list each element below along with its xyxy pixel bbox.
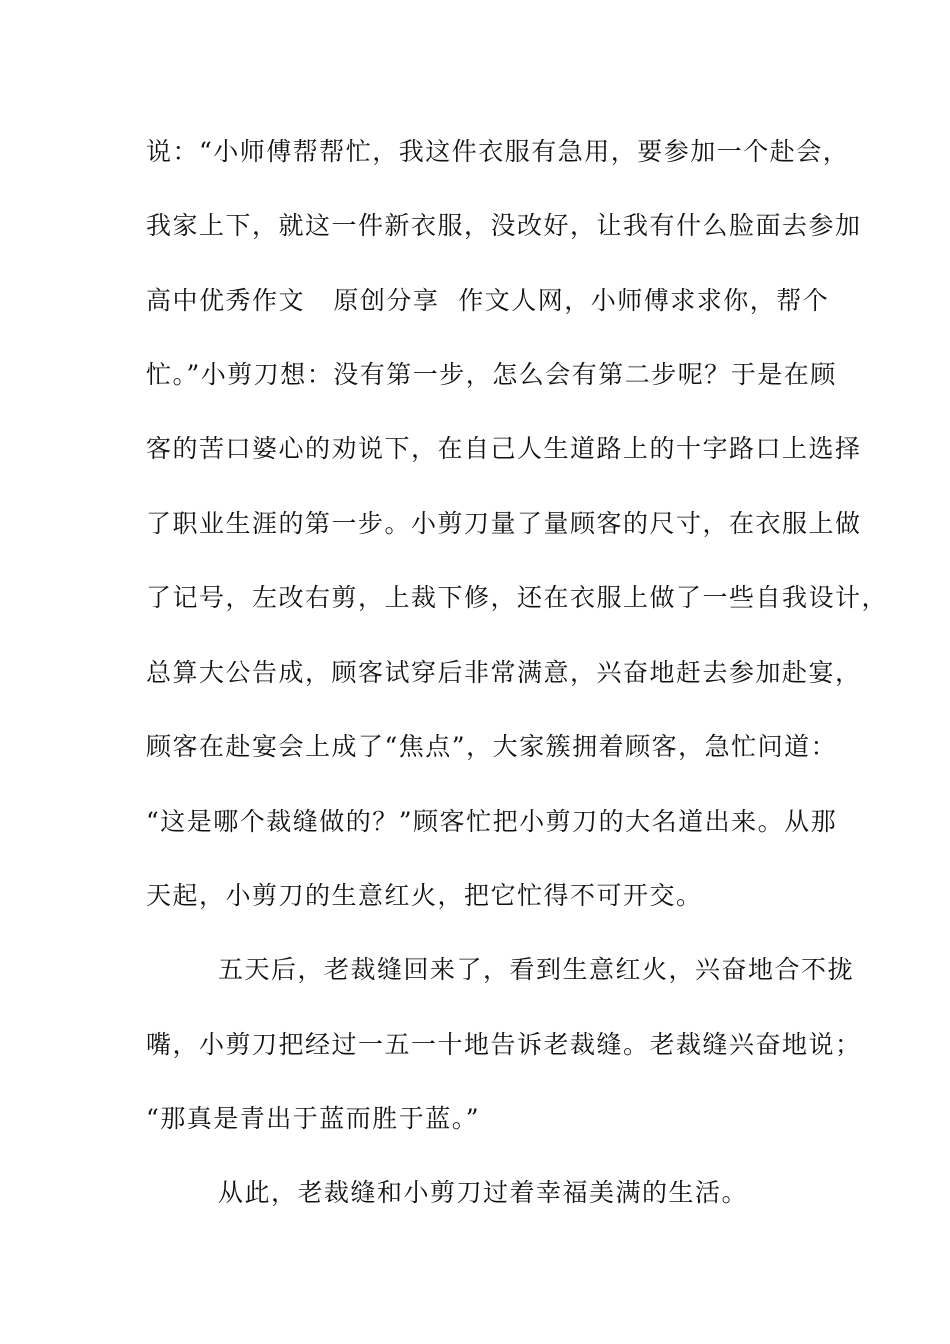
text-line: 忙。”小剪刀想：没有第一步，怎么会有第二步呢？于是在顾 [146,360,837,389]
text-line: 顾客在赴宴会上成了“焦点”，大家簇拥着顾客，急忙问道： [146,732,838,761]
text-line: “那真是青出于蓝而胜于蓝。” [146,1104,481,1133]
text-line: 总算大公告成，顾客试穿后非常满意，兴奋地赶去参加赴宴， [146,658,862,687]
text-line: 客的苦口婆心的劝说下，在自己人生道路上的十字路口上选择 [146,434,862,463]
paragraph-start-line: 五天后，老裁缝回来了，看到生意红火，兴奋地合不拢 [218,955,855,984]
text-line: 说：“小师傅帮帮忙，我这件衣服有急用，要参加一个赴会， [146,137,850,166]
text-line: 嘴，小剪刀把经过一五一十地告诉老裁缝。老裁缝兴奋地说； [146,1030,862,1059]
text-line: 天起，小剪刀的生意红火，把它忙得不可开交。 [146,881,703,910]
text-line: 了记号，左改右剪，上裁下修，还在衣服上做了一些自我设计， [146,583,889,612]
text-line: “这是哪个裁缝做的？”顾客忙把小剪刀的大名道出来。从那 [146,807,838,836]
text-line: 我家上下，就这一件新衣服，没改好，让我有什么脸面去参加 [146,211,862,240]
text-line: 高中优秀作文 原创分享 作文人网，小师傅求求你，帮个 [146,286,830,315]
paragraph-start-line: 从此，老裁缝和小剪刀过着幸福美满的生活。 [218,1178,749,1207]
text-line: 了职业生涯的第一步。小剪刀量了量顾客的尺寸，在衣服上做 [146,509,862,538]
